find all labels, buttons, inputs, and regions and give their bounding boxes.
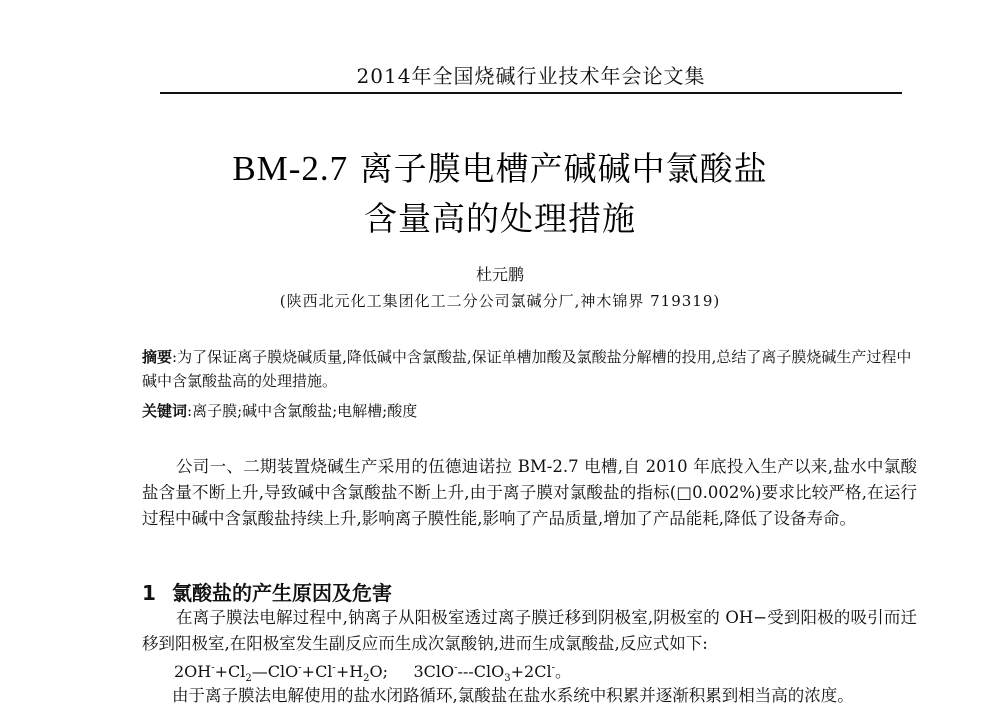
- eq-part: 2OH: [174, 662, 212, 681]
- keywords: [142, 399, 912, 423]
- abstract-text: :为了保证离子膜烧碱质量,降低碱中含氯酸盐,保证单槽加酸及氯酸盐分解槽的投用,总结了离子膜烧碱生产过程中碱中含氯酸盐高的处理措施。: [142, 348, 912, 390]
- eq-part: +2Cl: [510, 662, 552, 681]
- paper-title-line-2: [0, 193, 1000, 240]
- eq-part: -: [454, 662, 458, 674]
- eq-part: 3ClO: [413, 662, 455, 681]
- keywords-text: :离子膜;碱中含氯酸盐;电解槽;酸度: [187, 402, 418, 420]
- title-text-1: 离子膜电槽产碱碱中氯酸盐: [348, 149, 768, 188]
- eq-part: -: [551, 662, 555, 674]
- reaction-equations: [174, 659, 571, 684]
- body-paragraph-1: 公司一、二期装置烧碱生产采用的伍德迪诺拉 BM-2.7 电槽,自 2010 年底投入生产以来,盐水中氯酸盐含量不断上升,导致碱中含氯酸盐不断上升,由于离子膜对氯酸盐的指标(□0.002%)要求比较严格,在运行过程中碱中含氯酸盐持续上升,影响离子膜性能,影响了产品质量,增加了产品能耗,降低了设备寿命。: [142, 457, 917, 528]
- eq-part: -: [211, 662, 215, 674]
- title-text-2: 含量高的处理措施: [364, 199, 636, 238]
- paper-title-line-1: [0, 143, 1000, 190]
- author-name: 杜元鹏: [475, 265, 524, 284]
- keywords-label: 关键词: [142, 402, 188, 420]
- title-model: BM-2.7: [232, 149, 349, 188]
- eq-part: -: [298, 662, 302, 674]
- eq-part: 2: [245, 673, 252, 685]
- running-title: 2014年全国烧碱行业技术年会论文集: [356, 64, 706, 88]
- abstract: [142, 345, 912, 393]
- eq-part: +H: [335, 662, 364, 681]
- eq-part: -: [332, 662, 336, 674]
- eq-part: —ClO: [251, 662, 299, 681]
- eq-part: +Cl: [214, 662, 246, 681]
- eq-part: O;: [369, 662, 389, 681]
- eq-part: 。: [554, 662, 571, 681]
- eq-part: ---ClO: [457, 662, 505, 681]
- section-number: 1: [142, 581, 156, 605]
- section-title: 氯酸盐的产生原因及危害: [172, 581, 392, 605]
- eq-part: 2: [363, 673, 370, 685]
- running-header: [160, 62, 902, 94]
- body-paragraph-2: 在离子膜法电解过程中,钠离子从阳极室透过离子膜迁移到阴极室,阴极室的 OH−受到阳极的吸引而迁移到阳极室,在阳极室发生副反应而生成次氯酸钠,进而生成氯酸盐,反应式如下:: [142, 608, 917, 653]
- author-affiliation: (陕西北元化工集团化工二分公司氯碱分厂,神木锦界 719319): [279, 292, 721, 310]
- eq-part: +Cl: [301, 662, 333, 681]
- eq-part: 3: [504, 673, 511, 685]
- section-heading: [142, 577, 392, 606]
- body-paragraph-3: 由于离子膜法电解使用的盐水闭路循环,氯酸盐在盐水系统中积累并逐渐积累到相当高的浓度。: [172, 686, 854, 705]
- abstract-label: 摘要: [142, 348, 173, 366]
